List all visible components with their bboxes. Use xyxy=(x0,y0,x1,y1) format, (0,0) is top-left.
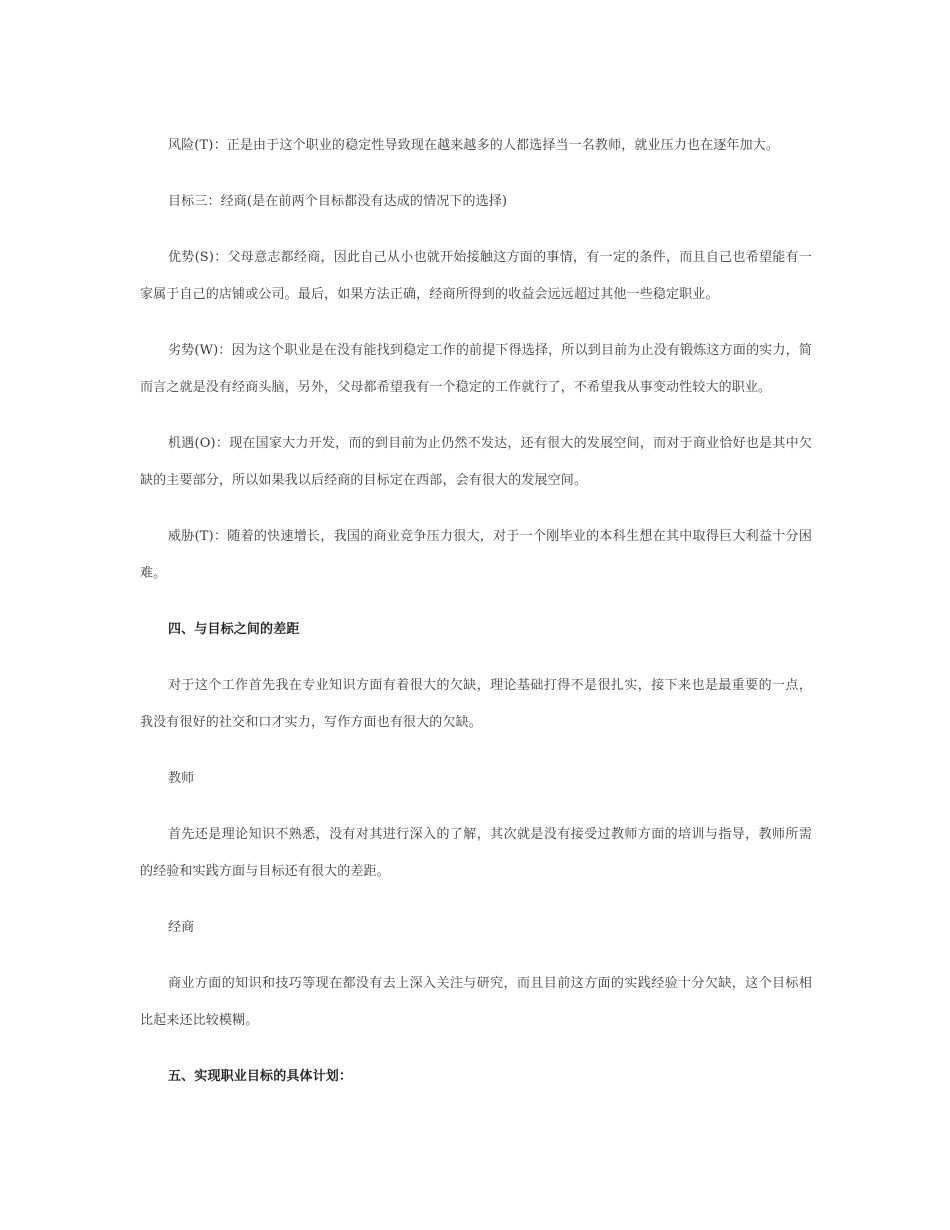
subheading-teacher: 教师 xyxy=(168,771,195,786)
section-heading-plan: 五、实现职业目标的具体计划： xyxy=(168,1069,353,1084)
paragraph-threat: 威胁(T)：随着的快速增长，我国的商业竞争压力很大，对于一个刚毕业的本科生想在其中取得巨大利益十分困难。 xyxy=(140,529,812,581)
paragraph-risk-teacher: 风险(T)：正是由于这个职业的稳定性导致现在越来越多的人都选择当一名教师，就业压力也在逐年加大。 xyxy=(168,138,780,153)
paragraph-business-gap: 商业方面的知识和技巧等现在都没有去上深入关注与研究，而且目前这方面的实践经验十分欠缺，这个目标相比起来还比较模糊。 xyxy=(140,976,812,1028)
subheading-business: 经商 xyxy=(168,920,195,935)
paragraph-goal-three: 目标三：经商(是在前两个目标都没有达成的情况下的选择) xyxy=(168,194,508,209)
paragraph-weakness: 劣势(W)：因为这个职业是在没有能找到稳定工作的前提下得选择，所以到目前为止没有锻炼这方面的实力，简而言之就是没有经商头脑，另外，父母都希望我有一个稳定的工作就行了，不希望我从事变动性较大的职业。 xyxy=(140,343,812,395)
paragraph-teacher-gap: 首先还是理论知识不熟悉，没有对其进行深入的了解，其次就是没有接受过教师方面的培训与指导，教师所需的经验和实践方面与目标还有很大的差距。 xyxy=(140,827,812,879)
paragraph-opportunity: 机遇(O)：现在国家大力开发，而的到目前为止仍然不发达，还有很大的发展空间，而对于商业恰好也是其中欠缺的主要部分，所以如果我以后经商的目标定在西部，会有很大的发展空间。 xyxy=(140,436,812,488)
paragraph-gap-summary: 对于这个工作首先我在专业知识方面有着很大的欠缺，理论基础打得不是很扎实，接下来也是最重要的一点，我没有很好的社交和口才实力，写作方面也有很大的欠缺。 xyxy=(140,678,812,730)
paragraph-strength: 优势(S)：父母意志都经商，因此自己从小也就开始接触这方面的事情，有一定的条件，而且自己也希望能有一家属于自己的店铺或公司。最后，如果方法正确，经商所得到的收益会远远超过其他一些稳定职业。 xyxy=(140,250,812,302)
document-body xyxy=(140,127,812,1095)
section-heading-gap: 四、与目标之间的差距 xyxy=(168,622,300,637)
